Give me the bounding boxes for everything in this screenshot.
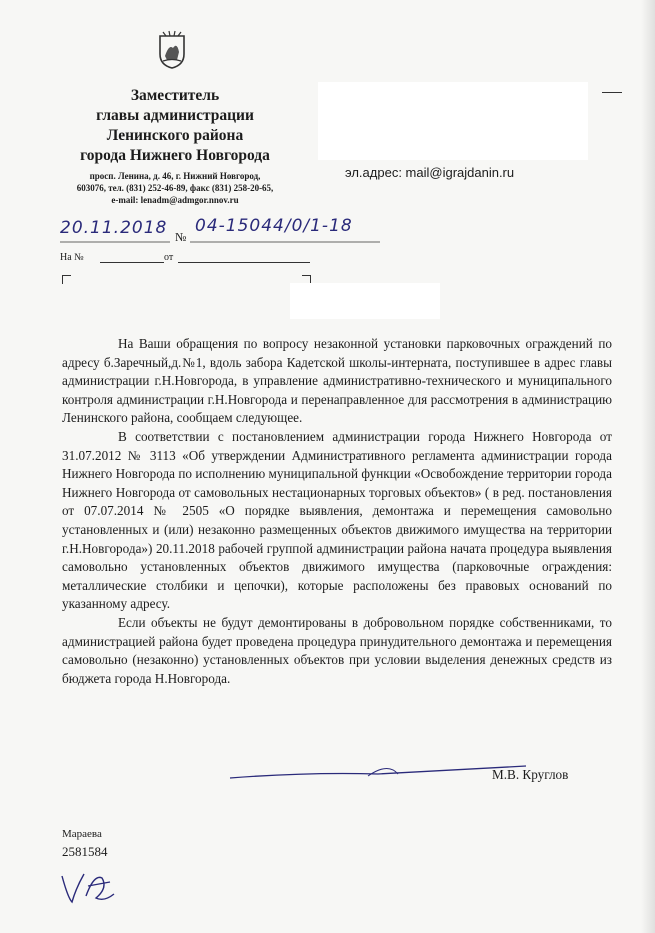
org-line-4: города Нижнего Новгорода — [80, 147, 270, 164]
incoming-from-label: от — [164, 252, 174, 263]
address-line-3: e-mail: lenadm@admgor.nnov.ru — [111, 195, 239, 205]
org-line-2: главы администрации — [96, 107, 254, 124]
letterhead-org — [40, 86, 310, 166]
org-line-3: Ленинского района — [106, 127, 244, 144]
body-paragraph-3: Если объекты не будут демонтированы в добровольном порядке собственниками, то администрацией района будет проведена процедура принудительного демонтажа и перемещения самовольно (незаконно) установленных объектов при условии выделения денежных средств из бюджета города Н.Новгорода. — [62, 614, 612, 686]
letterhead-address — [40, 170, 310, 206]
executor-phone: 2581584 — [62, 844, 108, 859]
address-corner-left — [62, 275, 71, 284]
reference-underline — [60, 218, 380, 246]
address-line-1: просп. Ленина, д. 46, г. Нижний Новгород, — [89, 171, 261, 181]
handwritten-outgoing-number: 04-15044/0/1-18 — [195, 216, 353, 236]
body-paragraph-2: В соответствии с постановлением администрации города Нижнего Новгорода от 31.07.2012 № 3113 «Об утверждении Административного регламента администрации города Нижнего Новгорода по исполнению муниципальной функции «Освобождение территории города Нижнего Новгорода от самовольных нестационарных торговых объектов» ( в ред. постановления от 07.07.2014 № 2505 «О порядке выявления, демонтажа и перемещения самовольно установленных и (или) незаконно размещенных объектов движимого имущества на территории г.Н.Новгорода») 20.11.2018 рабочей группой администрации района начата процедура выявления самовольно установленных объектов движимого имущества (парковочные ограждения: металлические столбики и цепочки), которые расположены без правовых оснований по указанному адресу. — [62, 428, 612, 612]
executor-name: Мараева — [62, 828, 102, 840]
letter-body — [62, 335, 612, 688]
address-line-2: 603076, тел. (831) 252-46-89, факс (831) 258-20-65, — [76, 183, 274, 193]
signature-mark — [228, 752, 528, 792]
handwritten-initials — [58, 868, 118, 908]
corner-dash — [602, 92, 622, 93]
redacted-stamp — [290, 283, 440, 319]
coat-of-arms-icon — [157, 30, 187, 70]
scan-edge-shadow — [641, 0, 655, 933]
redacted-recipient — [318, 82, 588, 160]
incoming-date-rule — [178, 262, 310, 263]
signatory-name: М.В. Круглов — [492, 767, 569, 782]
body-paragraph-1: На Ваши обращения по вопросу незаконной установки парковочных ограждений по адресу б.Заречный,д.№1, вдоль забора Кадетской школы-интерната, поступившее в адрес главы администрации г.Н.Новгорода, в управление административно-технического и муниципального контроля администрации г.Н.Новгорода и перенаправленное для рассмотрения в администрацию Ленинского района, сообщаем следующее. — [62, 336, 612, 426]
incoming-ref-label: На № — [60, 252, 84, 263]
number-label: № — [175, 230, 187, 244]
incoming-ref-rule — [100, 262, 164, 263]
handwritten-date: 20.11.2018 — [60, 218, 168, 238]
org-line-1: Заместитель — [130, 87, 220, 104]
recipient-email: эл.адрес: mail@igrajdanin.ru — [345, 165, 515, 180]
